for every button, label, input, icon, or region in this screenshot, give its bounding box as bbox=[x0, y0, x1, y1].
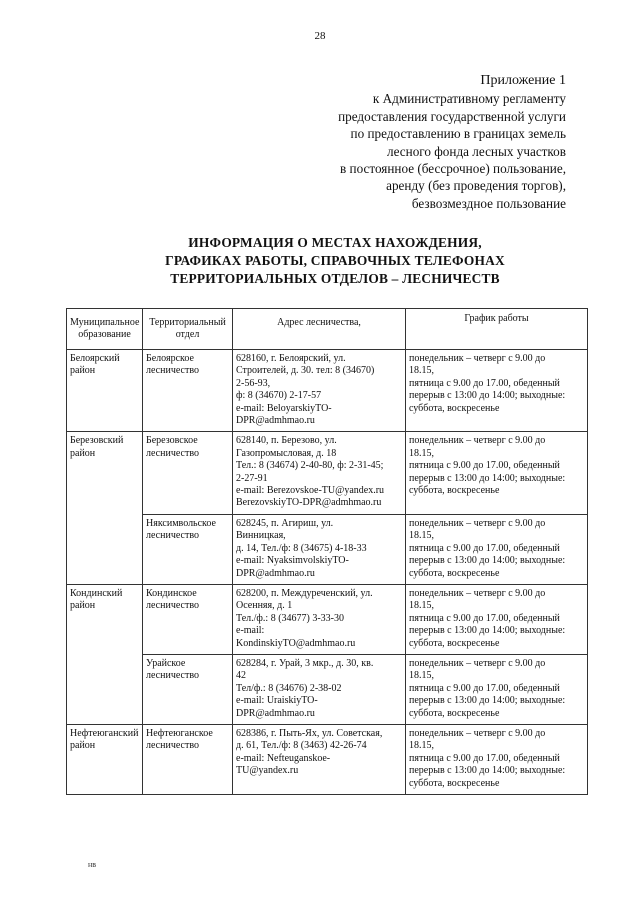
cell-schedule bbox=[406, 654, 588, 724]
department-line: Урайское bbox=[146, 657, 186, 669]
address-line: Осенняя, д. 1 bbox=[236, 600, 293, 612]
table-row bbox=[67, 654, 588, 724]
cell-department bbox=[143, 724, 233, 794]
title-line: ГРАФИКАХ РАБОТЫ, СПРАВОЧНЫХ ТЕЛЕФОНАХ bbox=[165, 253, 505, 268]
address-line: DPR@admhmao.ru bbox=[236, 707, 315, 719]
department-line: лесничество bbox=[146, 670, 199, 682]
address-line: 628160, г. Белоярский, ул. bbox=[236, 353, 346, 364]
address-line: Тел.: 8 (34674) 2-40-80, ф: 2-31-45; bbox=[236, 460, 384, 472]
address-line: 628284, г. Урай, 3 мкр., д. 30, кв. bbox=[236, 657, 374, 669]
schedule-line: суббота, воскресенье bbox=[409, 567, 500, 579]
forestry-info-table bbox=[66, 308, 588, 795]
cell-department bbox=[143, 654, 233, 724]
schedule-line: пятница с 9.00 до 17.00, обеденный bbox=[409, 682, 560, 694]
address-line: 42 bbox=[236, 670, 246, 682]
department-line: Белоярское bbox=[146, 353, 194, 364]
address-line: DPR@admhmao.ru bbox=[236, 567, 315, 579]
table-row bbox=[67, 350, 588, 432]
appendix-line: безвозмездное пользование bbox=[411, 195, 566, 211]
appendix-line: лесного фонда лесных участков bbox=[387, 143, 566, 159]
schedule-line: перерыв с 13:00 до 14:00; выходные: bbox=[409, 390, 566, 402]
table-row bbox=[67, 724, 588, 794]
address-line: д. 14, Тел./ф: 8 (34675) 4-18-33 bbox=[236, 542, 367, 554]
schedule-line: суббота, воскресенье bbox=[409, 707, 500, 719]
cell-municipality bbox=[67, 514, 143, 584]
cell-municipality bbox=[67, 724, 143, 794]
appendix-line: Приложение 1 bbox=[480, 73, 566, 88]
header-municipality: Муниципальное образование bbox=[67, 309, 143, 350]
schedule-line: 18.15, bbox=[409, 600, 434, 612]
footer-mark: нв bbox=[88, 860, 97, 869]
schedule-line: 18.15, bbox=[409, 447, 434, 459]
schedule-line: понедельник – четверг с 9.00 до bbox=[409, 517, 546, 529]
schedule-line: 18.15, bbox=[409, 740, 434, 752]
cell-department bbox=[143, 514, 233, 584]
address-line: д. 61, Тел./ф: 8 (3463) 42-26-74 bbox=[236, 740, 367, 752]
header-schedule: График работы bbox=[406, 309, 588, 350]
header-department: Территориальный отдел bbox=[143, 309, 233, 350]
department-line: Березовское bbox=[146, 435, 198, 447]
appendix-block bbox=[206, 72, 566, 212]
cell-municipality bbox=[67, 654, 143, 724]
address-line: e-mail: BeloyarskiyTO- bbox=[236, 402, 332, 414]
appendix-line: к Административному регламенту bbox=[372, 91, 566, 107]
department-line: Няксимвольское bbox=[146, 517, 216, 529]
address-line: e-mail: UraiskiyTO- bbox=[236, 695, 318, 707]
cell-schedule bbox=[406, 432, 588, 514]
schedule-line: понедельник – четверг с 9.00 до bbox=[409, 435, 546, 447]
address-line: e-mail: bbox=[236, 625, 265, 637]
address-line: e-mail: Nefteuganskoe- bbox=[236, 752, 331, 764]
schedule-line: пятница с 9.00 до 17.00, обеденный bbox=[409, 752, 560, 764]
appendix-line: предоставления государственной услуги bbox=[338, 108, 566, 124]
table-body bbox=[67, 350, 588, 795]
page-number: 28 bbox=[314, 30, 326, 42]
schedule-line: 18.15, bbox=[409, 530, 434, 542]
address-line: 628386, г. Пыть-Ях, ул. Советская, bbox=[236, 727, 383, 739]
schedule-line: пятница с 9.00 до 17.00, обеденный bbox=[409, 377, 560, 389]
department-line: лесничество bbox=[146, 365, 199, 377]
address-line: Тел/ф.: 8 (34676) 2-38-02 bbox=[236, 682, 342, 694]
table-header-row bbox=[67, 309, 588, 350]
municipality-line: район bbox=[70, 447, 96, 459]
address-line: 628245, п. Агириш, ул. bbox=[236, 517, 334, 529]
schedule-line: пятница с 9.00 до 17.00, обеденный bbox=[409, 460, 560, 472]
address-line: TU@yandex.ru bbox=[236, 765, 299, 777]
municipality-line: район bbox=[70, 740, 96, 752]
schedule-line: перерыв с 13:00 до 14:00; выходные: bbox=[409, 472, 566, 484]
cell-address bbox=[233, 514, 406, 584]
schedule-line: суббота, воскресенье bbox=[409, 402, 500, 414]
municipality-line: район bbox=[70, 365, 96, 377]
address-line: 2-56-93, bbox=[236, 377, 271, 389]
address-line: 628200, п. Междуреченский, ул. bbox=[236, 587, 373, 599]
address-line: KondinskiyTO@admhmao.ru bbox=[236, 637, 356, 649]
address-line: 2-27-91 bbox=[236, 472, 268, 484]
schedule-line: 18.15, bbox=[409, 365, 434, 377]
schedule-line: понедельник – четверг с 9.00 до bbox=[409, 657, 546, 669]
table-row bbox=[67, 432, 588, 514]
address-line: Газопромысловая, д. 18 bbox=[236, 447, 337, 459]
department-line: лесничество bbox=[146, 740, 199, 752]
cell-address bbox=[233, 654, 406, 724]
address-line: ф: 8 (34670) 2-17-57 bbox=[236, 390, 322, 402]
title-line: ТЕРРИТОРИАЛЬНЫХ ОТДЕЛОВ – ЛЕСНИЧЕСТВ bbox=[170, 271, 500, 286]
cell-schedule bbox=[406, 724, 588, 794]
schedule-line: понедельник – четверг с 9.00 до bbox=[409, 353, 546, 364]
cell-address bbox=[233, 724, 406, 794]
table-row bbox=[67, 584, 588, 654]
schedule-line: понедельник – четверг с 9.00 до bbox=[409, 727, 546, 739]
address-line: 628140, п. Березово, ул. bbox=[236, 435, 337, 447]
schedule-line: перерыв с 13:00 до 14:00; выходные: bbox=[409, 555, 566, 567]
municipality-line: Кондинский bbox=[70, 587, 123, 599]
municipality-line: Березовский bbox=[70, 435, 124, 447]
schedule-line: пятница с 9.00 до 17.00, обеденный bbox=[409, 542, 560, 554]
cell-address bbox=[233, 350, 406, 432]
header-address: Адрес лесничества, bbox=[233, 309, 406, 350]
cell-schedule bbox=[406, 584, 588, 654]
cell-municipality bbox=[67, 432, 143, 514]
appendix-line: аренду (без проведения торгов), bbox=[386, 178, 566, 194]
address-line: e-mail: NyaksimvolskiyTO- bbox=[236, 555, 349, 567]
title-line: ИНФОРМАЦИЯ О МЕСТАХ НАХОЖДЕНИЯ, bbox=[188, 235, 482, 250]
department-line: лесничество bbox=[146, 600, 199, 612]
cell-schedule bbox=[406, 350, 588, 432]
schedule-line: суббота, воскресенье bbox=[409, 637, 500, 649]
address-line: e-mail: Berezovskoe-TU@yandex.ru bbox=[236, 485, 385, 497]
cell-department bbox=[143, 350, 233, 432]
municipality-line: район bbox=[70, 600, 96, 612]
schedule-line: 18.15, bbox=[409, 670, 434, 682]
department-line: лесничество bbox=[146, 447, 199, 459]
appendix-line: в постоянное (бессрочное) пользование, bbox=[340, 161, 566, 177]
table-row bbox=[67, 514, 588, 584]
schedule-line: перерыв с 13:00 до 14:00; выходные: bbox=[409, 765, 566, 777]
cell-schedule bbox=[406, 514, 588, 584]
cell-municipality bbox=[67, 350, 143, 432]
cell-address bbox=[233, 432, 406, 514]
department-line: Кондинское bbox=[146, 587, 197, 599]
address-line: Тел./ф.: 8 (34677) 3-33-30 bbox=[236, 612, 345, 624]
schedule-line: перерыв с 13:00 до 14:00; выходные: bbox=[409, 625, 566, 637]
address-line: Винницкая, bbox=[236, 530, 286, 542]
schedule-line: суббота, воскресенье bbox=[409, 777, 500, 789]
cell-municipality bbox=[67, 584, 143, 654]
municipality-line: Белоярский bbox=[70, 353, 120, 364]
cell-department bbox=[143, 432, 233, 514]
appendix-line: по предоставлению в границах земель bbox=[350, 126, 566, 142]
address-line: BerezovskiyTO-DPR@admhmao.ru bbox=[236, 497, 382, 509]
schedule-line: перерыв с 13:00 до 14:00; выходные: bbox=[409, 695, 566, 707]
document-title bbox=[100, 234, 570, 288]
department-line: Нефтеюганское bbox=[146, 727, 213, 739]
cell-address bbox=[233, 584, 406, 654]
schedule-line: понедельник – четверг с 9.00 до bbox=[409, 587, 546, 599]
department-line: лесничество bbox=[146, 530, 199, 542]
schedule-line: суббота, воскресенье bbox=[409, 485, 500, 497]
address-line: Строителей, д. 30. тел: 8 (34670) bbox=[236, 365, 375, 377]
municipality-line: Нефтеюганский bbox=[70, 727, 139, 739]
schedule-line: пятница с 9.00 до 17.00, обеденный bbox=[409, 612, 560, 624]
address-line: DPR@admhmao.ru bbox=[236, 415, 315, 427]
cell-department bbox=[143, 584, 233, 654]
